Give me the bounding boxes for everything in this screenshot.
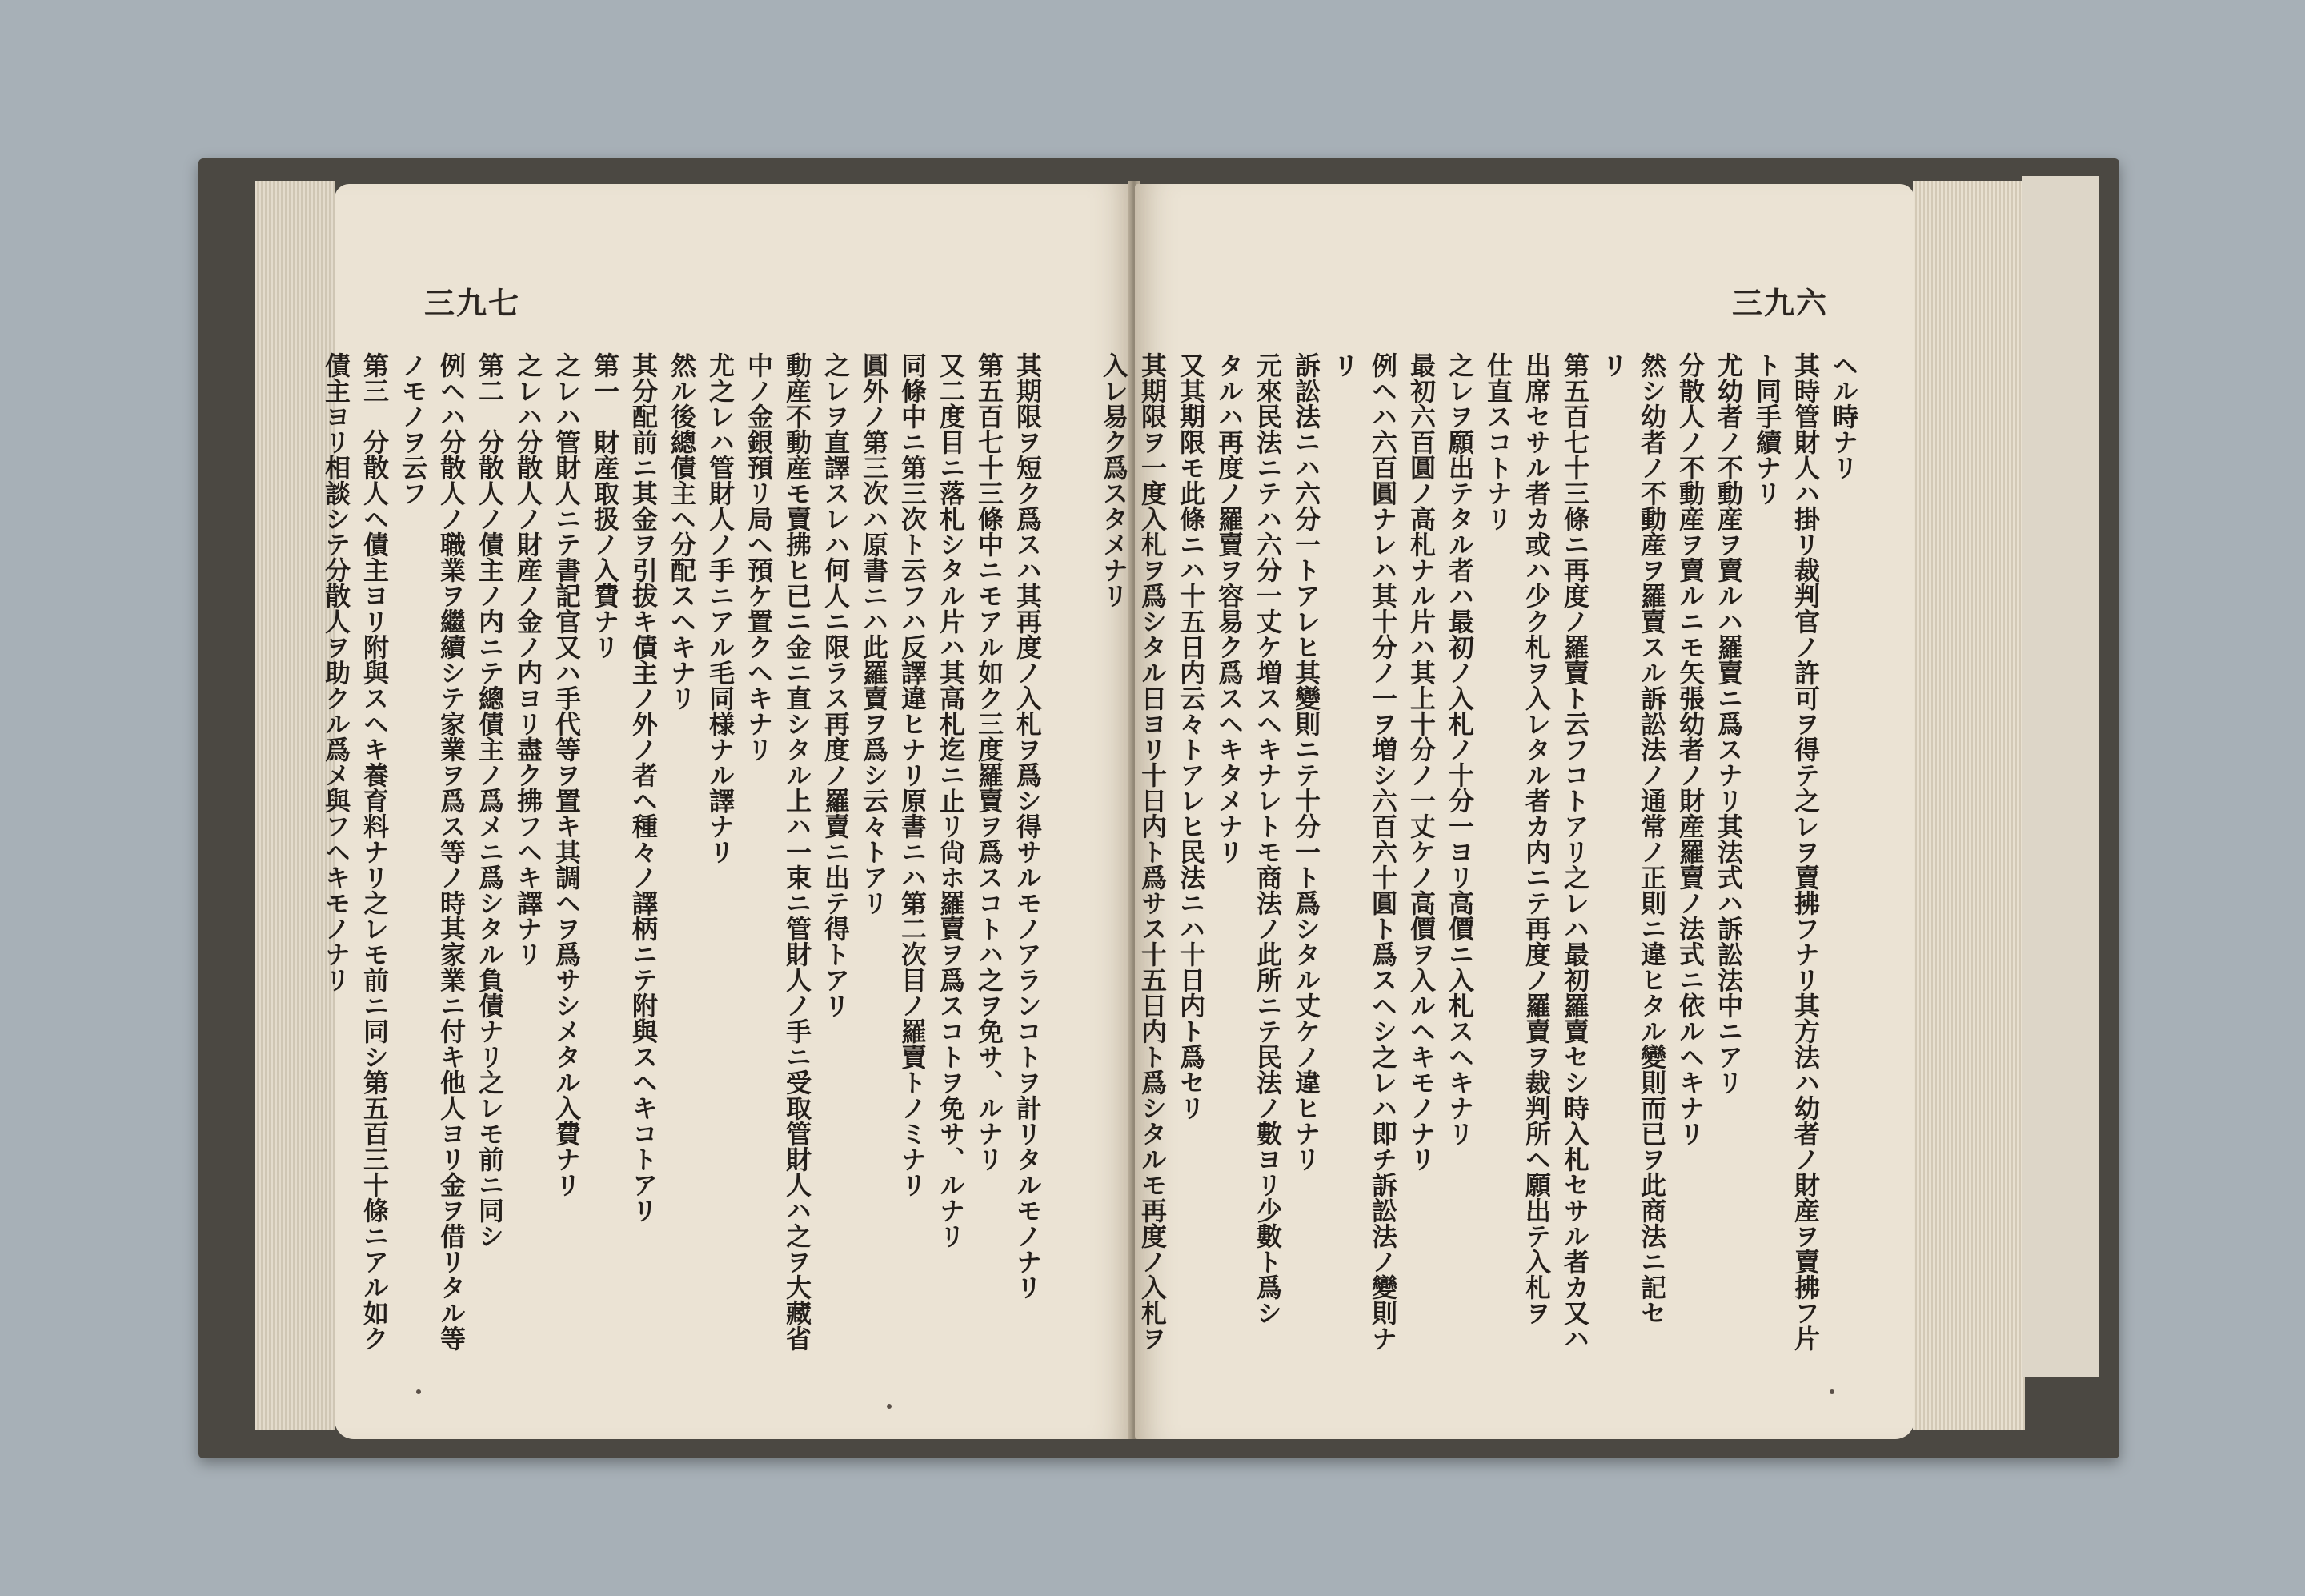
text-column: リ	[1329, 352, 1360, 378]
flyleaf	[2022, 176, 2099, 1377]
text-column: 同條中ニ第三次ト云フハ反譯違ヒナリ原書ニハ第二次目ノ羅賣トノミナリ	[897, 352, 928, 1197]
text-column: 中ノ金銀預リ局ヘ預ケ置クヘキナリ	[744, 352, 774, 762]
text-column: 仕直スコトナリ	[1483, 352, 1513, 531]
text-column: 其分配前ニ其金ヲ引拔キ債主ノ外ノ者ヘ種々ノ譯柄ニテ附與スヘキコトアリ	[628, 352, 659, 1223]
text-column: 尤之レハ管財人ノ手ニアル毛同様ナル譯ナリ	[705, 352, 736, 864]
right-page-text	[1099, 352, 1863, 1369]
text-column: 第五百七十三條中ニモアル如ク三度羅賣ヲ爲スコトハ之ヲ免サ、ルナリ	[974, 352, 1004, 1172]
text-column: 訴訟法ニハ六分一トアレヒ其變則ニテ十分一ト爲シタル丈ケノ違ヒナリ	[1291, 352, 1321, 1172]
text-column: 第五百七十三條ニ再度ノ羅賣ト云フコトアリ之レハ最初羅賣セシ時入札セサル者カ又ハ	[1560, 352, 1590, 1351]
text-column: 最初六百圓ノ高札ナル片ハ其上十分ノ一丈ケノ高價ヲ入ルヘキモノナリ	[1406, 352, 1437, 1172]
text-column: リ	[1598, 352, 1629, 378]
text-column: 第二 分散人ノ債主ノ内ニテ總債主ノ爲メニ爲シタル負債ナリ之レモ前ニ同シ	[475, 352, 505, 1249]
text-column: 出席セサル者カ或ハ少ク札ヲ入レタル者カ内ニテ再度ノ羅賣ヲ裁判所ヘ願出テ入札ヲ	[1521, 352, 1552, 1325]
text-column: 圓外ノ第三次ハ原書ニハ此羅賣ヲ爲シ云々トアリ	[859, 352, 889, 916]
text-column: ト同手續ナリ	[1752, 352, 1782, 506]
text-column: タルハ再度ノ羅賣ヲ容易ク爲スヘキタメナリ	[1214, 352, 1245, 864]
text-column: 又其期限モ此條ニハ十五日内云々トアレヒ民法ニハ十日内ト爲セリ	[1176, 352, 1206, 1121]
right-page	[1099, 184, 1914, 1439]
page-mark	[416, 1389, 421, 1394]
text-column: ヘル時ナリ	[1829, 352, 1859, 480]
text-column: 尤幼者ノ不動産ヲ賣ルハ羅賣ニ爲スナリ其法式ハ訴訟法中ニアリ	[1714, 352, 1744, 1095]
text-column: 債主ヨリ相談シテ分散人ヲ助クル爲メ與フヘキモノナリ	[321, 352, 351, 992]
text-column: 入レ易ク爲スタメナリ	[1099, 352, 1129, 608]
text-column: 元來民法ニテハ六分一丈ケ増スヘキナレトモ商法ノ此所ニテ民法ノ數ヨリ少數ト爲シ	[1253, 352, 1283, 1325]
left-page	[321, 184, 1133, 1439]
page-mark	[1830, 1389, 1834, 1394]
text-column: 其期限ヲ一度入札ヲ爲シタル日ヨリ十日内ト爲サス十五日内ト爲シタルモ再度ノ入札ヲ	[1137, 352, 1168, 1351]
text-column: 第一 財産取扱ノ入費ナリ	[590, 352, 620, 660]
page-number: 三九六	[1731, 286, 1828, 321]
text-column: 然シ幼者ノ不動産ヲ羅賣スル訴訟法ノ通常ノ正則ニ違ヒタル變則而已ヲ此商法ニ記セ	[1637, 352, 1667, 1325]
text-column: 又二度目ニ落札シタル片ハ其高札迄ニ止リ尙ホ羅賣ヲ爲スコトヲ免サ、ルナリ	[936, 352, 966, 1249]
text-column: 之レハ管財人ニテ書記官又ハ手代等ヲ置キ其調ヘヲ爲サシメタル入費ナリ	[551, 352, 582, 1197]
text-column: 例ヘハ分散人ノ職業ヲ繼續シテ家業ヲ爲ス等ノ時其家業ニ付キ他人ヨリ金ヲ借リタル等	[436, 352, 467, 1351]
text-column: 然ル後總債主ヘ分配スヘキナリ	[667, 352, 697, 711]
page-mark	[887, 1404, 892, 1409]
text-column: 其時管財人ハ掛リ裁判官ノ許可ヲ得テ之レヲ賣拂フナリ其方法ハ幼者ノ財産ヲ賣拂フ片	[1790, 352, 1821, 1351]
text-column: 動産不動産モ賣拂ヒ已ニ金ニ直シタル上ハ一束ニ管財人ノ手ニ受取管財人ハ之ヲ大藏省	[782, 352, 812, 1351]
page-edges-right	[1913, 181, 2025, 1430]
text-column: 例ヘハ六百圓ナレハ其十分ノ一ヲ増シ六百六十圓ト爲スヘシ之レハ即チ訴訟法ノ變則ナ	[1368, 352, 1398, 1351]
text-column: 之レヲ願出テタル者ハ最初ノ入札ノ十分一ヨリ高價ニ入札スヘキナリ	[1445, 352, 1475, 1146]
text-column: 其期限ヲ短ク爲スハ其再度ノ入札ヲ爲シ得サルモノアランコトヲ計リタルモノナリ	[1012, 352, 1043, 1300]
left-page-text	[321, 352, 1047, 1369]
page-number: 三九七	[424, 286, 521, 321]
text-column: 之レヲ直譯スレハ何人ニ限ラス再度ノ羅賣ニ出テ得トアリ	[820, 352, 851, 1018]
text-column: 分散人ノ不動産ヲ賣ルニモ矢張幼者ノ財産羅賣ノ法式ニ依ルヘキナリ	[1675, 352, 1706, 1146]
text-column: ノモノヲ云フ	[398, 352, 428, 506]
text-column: 第三 分散人ヘ債主ヨリ附與スヘキ養育料ナリ之レモ前ニ同シ第五百三十條ニアル如ク	[359, 352, 390, 1351]
text-column: 之レハ分散人ノ財産ノ金ノ内ヨリ盡ク拂フヘキ譯ナリ	[513, 352, 543, 967]
